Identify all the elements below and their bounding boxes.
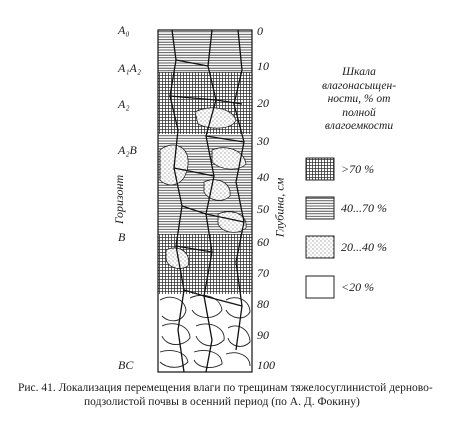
legend-swatch-dots: [306, 236, 334, 258]
horizon-label: A₂: [118, 97, 130, 111]
legend-swatch-blank: [306, 276, 334, 298]
horizon-label: A₀: [118, 23, 130, 37]
horizon-label: A₂B: [118, 143, 137, 157]
legend-title: [300, 66, 418, 134]
depth-tick: 90: [257, 328, 269, 342]
depth-tick: 0: [257, 24, 263, 38]
depth-tick: 80: [257, 297, 269, 311]
caption-line-1: Рис. 41. Локализация перемещения влаги по трещинам тяжелосуглинистой дерново-: [18, 382, 433, 394]
legend-title-line: влагонасыщен-: [321, 79, 397, 92]
depth-tick: 20: [257, 96, 269, 110]
legend-swatch-cross: [306, 158, 334, 180]
legend-label: 40...70 %: [341, 201, 387, 215]
depth-tick: 100: [257, 358, 275, 372]
caption-line-2: подзолистой почвы в осенний период (по А. Д. Фокину): [84, 396, 360, 408]
legend-title-line: Шкала: [342, 66, 376, 78]
horizon-label: BC: [118, 358, 134, 372]
depth-axis-label: Глубина, см: [272, 177, 287, 238]
depth-tick: 40: [257, 170, 269, 184]
legend-label: <20 %: [341, 280, 375, 294]
legend-label: >70 %: [341, 162, 375, 176]
legend-title-line: влагоемкости: [324, 120, 394, 132]
horizon-label: A₁A₂: [118, 61, 142, 75]
legend-title-line: ности, % от: [327, 93, 391, 105]
depth-tick: 70: [257, 266, 269, 280]
depth-tick: 50: [257, 202, 269, 216]
depth-tick: 30: [257, 134, 269, 148]
depth-tick: 60: [257, 235, 269, 249]
figure-caption: [18, 381, 458, 409]
horizon-label: B: [118, 230, 126, 244]
legend-title-line: полной: [342, 106, 376, 119]
depth-tick: 10: [257, 59, 269, 73]
horizon-axis-label: Горизонт: [112, 174, 127, 225]
legend-label: 20...40 %: [341, 240, 387, 254]
legend-swatch-horizontal: [306, 197, 334, 219]
